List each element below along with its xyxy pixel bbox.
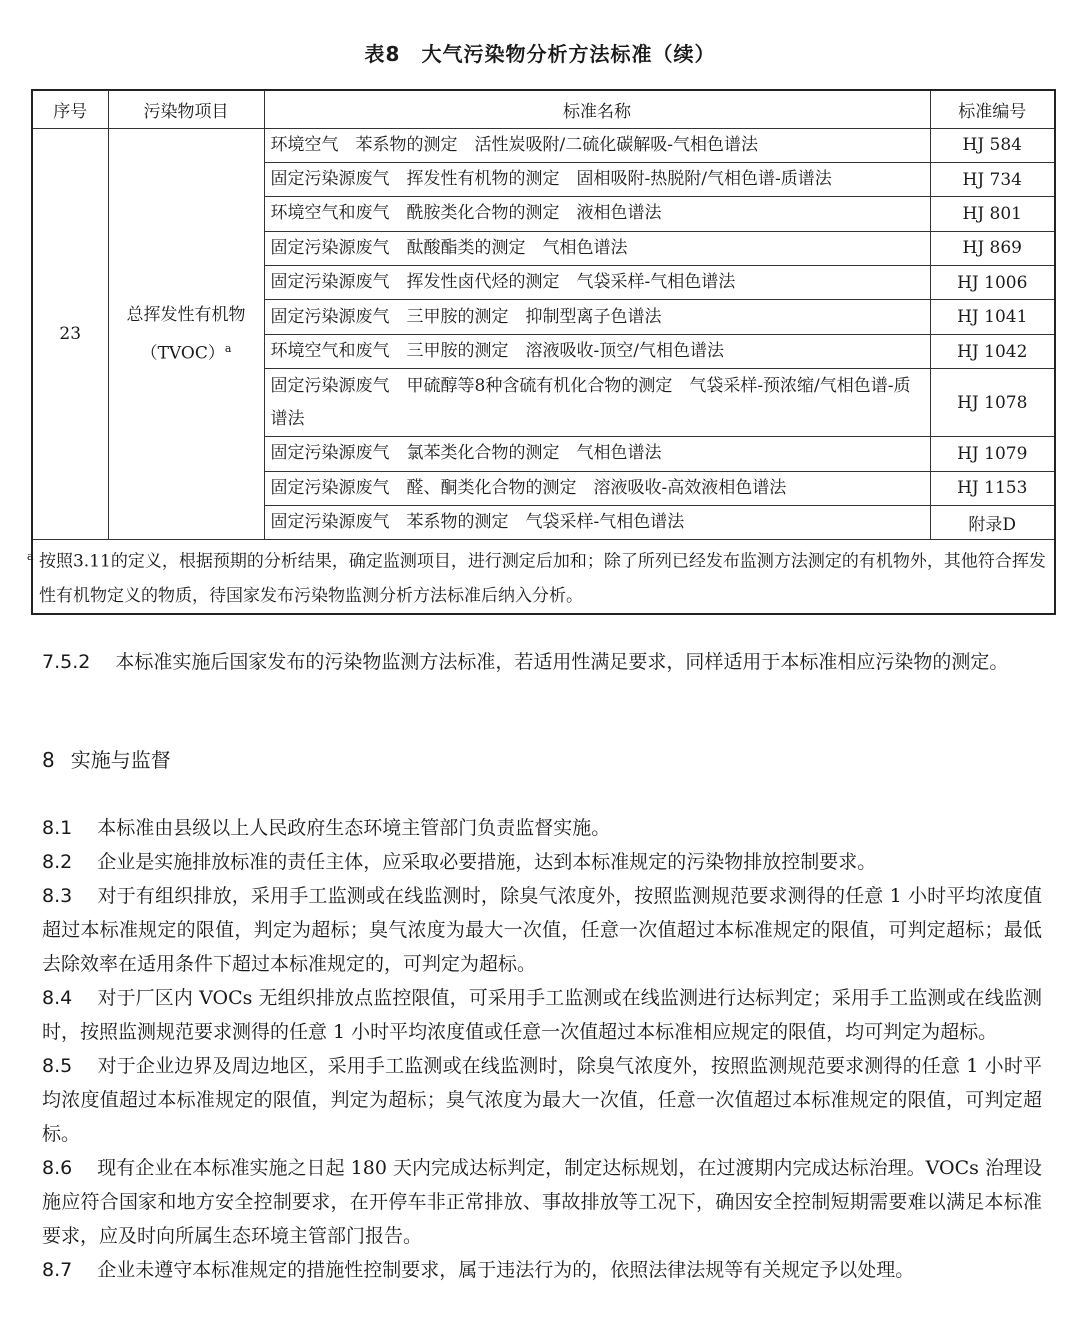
standard-code-cell: HJ 1041 [930, 300, 1055, 334]
clause-8-1 [42, 811, 1042, 845]
standard-name-cell: 固定污染源废气 挥发性有机物的测定 固相吸附-热脱附/气相色谱-质谱法 [264, 162, 930, 196]
clause-number: 7.5.2 [42, 651, 91, 673]
standard-code-cell: HJ 1042 [930, 334, 1055, 368]
standard-name-cell: 环境空气 苯系物的测定 活性炭吸附/二硫化碳解吸-气相色谱法 [264, 128, 930, 162]
clause-7-5-2 [42, 645, 1042, 679]
section-number: 8 [42, 748, 55, 772]
clause-number: 8.7 [42, 1259, 73, 1281]
standard-code-cell: 附录D [930, 506, 1055, 540]
standard-code-cell: HJ 734 [930, 162, 1055, 196]
clause-text: 企业未遵守本标准规定的措施性控制要求，属于违法行为的，依照法律法规等有关规定予以处理。 [97, 1259, 915, 1281]
clause-text: 企业是实施排放标准的责任主体，应采取必要措施，达到本标准规定的污染物排放控制要求。 [97, 851, 877, 873]
clause-number: 8.6 [42, 1157, 73, 1179]
clause-8-5 [42, 1049, 1042, 1151]
pollutant-item-cell [108, 128, 264, 540]
section-title: 实施与监督 [70, 748, 171, 772]
table-header-row [32, 90, 1055, 128]
clause-number: 8.4 [42, 987, 73, 1009]
standard-name-cell: 固定污染源废气 三甲胺的测定 抑制型离子色谱法 [264, 300, 930, 334]
pollutant-item-text: 总挥发性有机物（TVOC） [126, 304, 246, 364]
standard-name-cell: 固定污染源废气 醛、酮类化合物的测定 溶液吸收-高效液相色谱法 [264, 471, 930, 505]
standard-code-cell: HJ 1079 [930, 437, 1055, 471]
header-item: 污染物项目 [108, 90, 264, 128]
clause-text: 本标准由县级以上人民政府生态环境主管部门负责监督实施。 [97, 817, 611, 839]
table-note-row [32, 540, 1055, 614]
clause-text: 对于厂区内 VOCs 无组织排放点监控限值，可采用手工监测或在线监测进行达标判定；采用手工监测或在线监测时，按照监测规范要求测得的任意 1 小时平均浓度值或任意一次值超过本标准相应规定的限值，均可判定为超标。 [42, 987, 1042, 1043]
standard-name-cell: 固定污染源废气 挥发性卤代烃的测定 气袋采样-气相色谱法 [264, 266, 930, 300]
clause-text: 对于有组织排放，采用手工监测或在线监测时，除臭气浓度外，按照监测规范要求测得的任意 1 小时平均浓度值超过本标准规定的限值，判定为超标；臭气浓度为最大一次值，任意一次值超过本标准规定的限值，可判定超标；最低去除效率在适用条件下超过本标准规定的，可判定为超标。 [42, 885, 1042, 975]
clause-text: 现有企业在本标准实施之日起 180 天内完成达标判定，制定达标规划，在过渡期内完成达标治理。VOCs 治理设施应符合国家和地方安全控制要求，在开停车非正常排放、事故排放等工况下，确因安全控制短期需要难以满足本标准要求，应及时向所属生态环境主管部门报告。 [42, 1157, 1042, 1247]
header-standard-name: 标准名称 [264, 90, 930, 128]
standard-name-cell: 环境空气和废气 酰胺类化合物的测定 液相色谱法 [264, 197, 930, 231]
pollutant-item-footnote-mark: a [224, 341, 232, 355]
clause-8-6 [42, 1151, 1042, 1253]
analysis-method-table [27, 89, 1056, 615]
clause-8-2 [42, 845, 1042, 879]
clause-number: 8.1 [42, 817, 73, 839]
standard-code-cell: HJ 584 [930, 128, 1055, 162]
standard-code-cell: HJ 869 [930, 231, 1055, 265]
section-heading [42, 744, 171, 773]
standard-code-cell: HJ 1078 [930, 369, 1055, 437]
clause-number: 8.5 [42, 1055, 73, 1077]
standard-code-cell: HJ 1153 [930, 471, 1055, 505]
standard-code-cell: HJ 1006 [930, 266, 1055, 300]
standard-code-cell: HJ 801 [930, 197, 1055, 231]
clause-number: 8.2 [42, 851, 73, 873]
section-8-body [42, 811, 1042, 1287]
clause-text: 本标准实施后国家发布的污染物监测方法标准，若适用性满足要求，同样适用于本标准相应污染物的测定。 [115, 651, 1009, 673]
clause-8-4 [42, 981, 1042, 1049]
clause-text: 对于企业边界及周边地区，采用手工监测或在线监测时，除臭气浓度外，按照监测规范要求测得的任意 1 小时平均浓度值超过本标准规定的限值，判定为超标；臭气浓度为最大一次值，任意一次值超过本标准规定的限值，可判定超标。 [42, 1055, 1042, 1145]
footnote-text: 按照3.11的定义，根据预期的分析结果，确定监测项目，进行测定后加和；除了所列已经发布监测方法测定的有机物外，其他符合挥发性有机物定义的物质，待国家发布污染物监测分析方法标准后纳入分析。 [38, 552, 1046, 607]
clause-8-3 [42, 879, 1042, 981]
footnote-mark: a [27, 550, 34, 564]
clause-number: 8.3 [42, 885, 73, 907]
seq-cell: 23 [32, 128, 108, 540]
clause-8-7 [42, 1253, 1042, 1287]
standard-name-cell: 固定污染源废气 酞酸酯类的测定 气相色谱法 [264, 231, 930, 265]
header-standard-code: 标准编号 [930, 90, 1055, 128]
standard-name-cell: 固定污染源废气 苯系物的测定 气袋采样-气相色谱法 [264, 506, 930, 540]
table-row [32, 128, 1055, 162]
standard-name-cell: 固定污染源废气 甲硫醇等8种含硫有机化合物的测定 气袋采样-预浓缩/气相色谱-质谱法 [264, 369, 930, 437]
standard-name-cell: 环境空气和废气 三甲胺的测定 溶液吸收-顶空/气相色谱法 [264, 334, 930, 368]
table-footnote [27, 540, 1055, 614]
standard-name-cell: 固定污染源废气 氯苯类化合物的测定 气相色谱法 [264, 437, 930, 471]
header-seq: 序号 [32, 90, 108, 128]
table-title: 表8 大气污染物分析方法标准（续） [364, 42, 716, 66]
